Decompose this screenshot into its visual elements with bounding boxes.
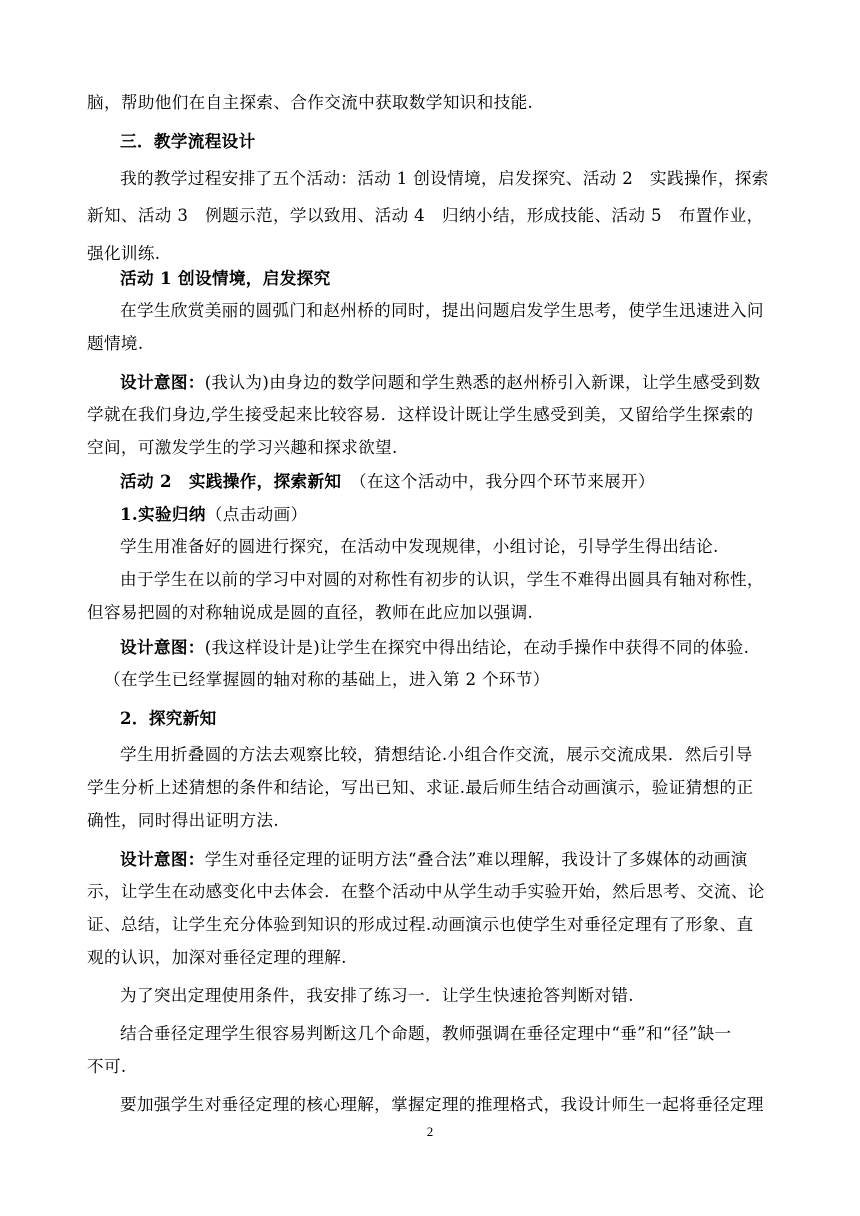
activity-2-title: 活动 2 实践操作，探索新知 (120, 471, 342, 491)
text-line-10: 学就在我们身边,学生接受起来比较容易．这样设计既让学生感受到美，又留给学生探索的 (87, 405, 754, 424)
text-line-20: 学生用折叠圆的方法去观察比较，猜想结论.小组合作交流，展示交流成果．然后引导 (120, 745, 753, 764)
design-intent-label: 设计意图： (120, 372, 205, 392)
page-number: 2 (426, 1124, 434, 1139)
text-line-3: 我的教学过程安排了五个活动：活动 1 创设情境，启发探究、活动 2 实践操作，探索 (120, 169, 769, 188)
design-intent-2 (120, 637, 749, 658)
text-line-16: 但容易把圆的对称轴说成是圆的直径，教师在此应加以强调. (87, 603, 534, 622)
text-line-7: 在学生欣赏美丽的圆弧门和赵州桥的同时，提出问题启发学生思考，使学生迅速进入问 (120, 301, 764, 320)
design-intent-text: (我认为)由身边的数学问题和学生熟悉的赵州桥引入新课，让学生感受到数 (204, 373, 761, 392)
text-line-24: 示，让学生在动感变化中去体会．在整个活动中从学生动手实验开始，然后思考、交流、论 (87, 882, 765, 901)
design-intent-1 (120, 372, 761, 393)
text-line-5: 强化训练. (87, 244, 161, 263)
design-intent-label: 设计意图： (120, 849, 205, 869)
step-2-heading: 2．探究新知 (120, 708, 217, 728)
text-line-4: 新知、活动 3 例题示范，学以致用、活动 4 归纳小结，形成技能、活动 5 布置作业， (87, 206, 764, 225)
activity-2-heading (120, 471, 655, 492)
text-line-29: 不可. (87, 1057, 127, 1076)
design-intent-label: 设计意图： (120, 637, 205, 657)
text-line-25: 证、总结，让学生充分体验到知识的形成过程.动画演示也使学生对垂径定理有了形象、直 (87, 915, 754, 934)
activity-2-note: （在这个活动中，我分四个环节来展开） (341, 472, 655, 491)
text-line-21: 学生分析上述猜想的条件和结论，写出已知、求证.最后师生结合动画演示，验证猜想的正 (87, 778, 754, 797)
design-intent-text: 学生对垂径定理的证明方法“叠合法”难以理解，我设计了多媒体的动画演 (204, 850, 748, 869)
text-line-8: 题情境. (87, 334, 144, 353)
step-1-heading (120, 504, 307, 525)
design-intent-text: (我这样设计是)让学生在探究中得出结论，在动手操作中获得不同的体验. (204, 638, 750, 657)
text-line-14: 学生用准备好的圆进行探究，在活动中发现规律，小组讨论，引导学生得出结论. (120, 537, 719, 556)
text-line-26: 观的认识，加深对垂径定理的理解. (87, 948, 347, 967)
text-line-1: 脑，帮助他们在自主探索、合作交流中获取数学知识和技能. (87, 93, 534, 112)
activity-1-heading: 活动 1 创设情境，启发探究 (120, 268, 331, 288)
text-line-28: 结合垂径定理学生很容易判断这几个命题，教师强调在垂径定理中“垂”和“径”缺一 (120, 1024, 732, 1043)
text-line-15: 由于学生在以前的学习中对圆的对称性有初步的认识，学生不难得出圆具有轴对称性， (120, 570, 764, 589)
step-1-note: （点击动画） (205, 505, 308, 524)
text-line-22: 确性，同时得出证明方法. (87, 811, 280, 830)
section-heading-3: 三．教学流程设计 (120, 131, 256, 151)
step-1-title: 1.实验归纳 (120, 504, 206, 524)
text-line-18: （在学生已经掌握圆的轴对称的基础上，进入第 2 个环节） (104, 670, 550, 689)
design-intent-3 (120, 849, 748, 870)
text-line-30: 要加强学生对垂径定理的核心理解，掌握定理的推理格式，我设计师生一起将垂径定理 (120, 1095, 764, 1114)
text-line-11: 空间，可激发学生的学习兴趣和探求欲望. (87, 438, 398, 457)
text-line-27: 为了突出定理使用条件，我安排了练习一．让学生快速抢答判断对错. (120, 986, 634, 1005)
